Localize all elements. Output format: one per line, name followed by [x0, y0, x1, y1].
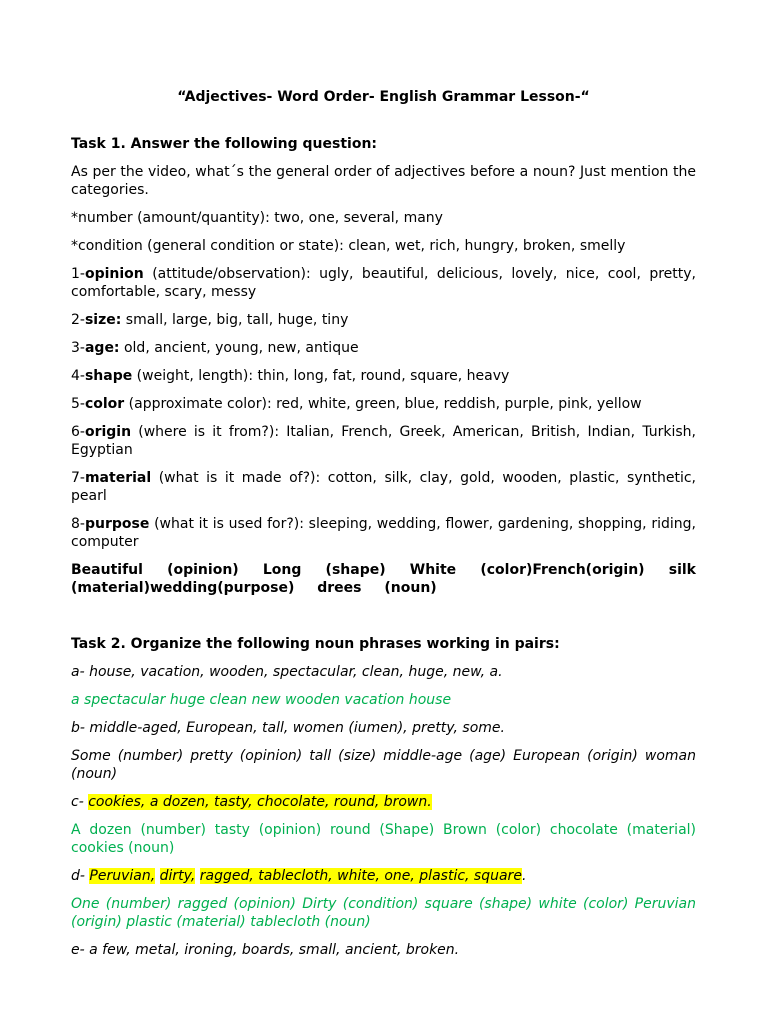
order-item-purpose: 8-purpose (what it is used for?): sleeping, wedding, flower, gardening, shopping, riding, computer — [71, 516, 696, 550]
extra-number: *number (amount/quantity): two, one, several, many — [71, 210, 443, 226]
task2-item-d: d- Peruvian, dirty, ragged, tablecloth, white, one, plastic, square. — [71, 868, 527, 884]
task1-heading: Task 1. Answer the following question: — [71, 136, 378, 152]
task2-answer-b: Some (number) pretty (opinion) tall (size) middle-age (age) European (origin) woman (noun) — [71, 748, 696, 782]
order-item-material: 7-material (what is it made of?): cotton, silk, clay, gold, wooden, plastic, synthetic, pearl — [71, 470, 696, 504]
task2-item-a: a- house, vacation, wooden, spectacular, clean, huge, new, a. — [71, 664, 503, 680]
highlight: cookies, a dozen, tasty, chocolate, round, brown. — [88, 794, 432, 810]
task2-answer-c: A dozen (number) tasty (opinion) round (Shape) Brown (color) chocolate (material) cookies (noun) — [71, 822, 696, 856]
extra-condition: *condition (general condition or state): clean, wet, rich, hungry, broken, smelly — [71, 238, 626, 254]
task2-item-b: b- middle-aged, European, tall, women (iumen), pretty, some. — [71, 720, 505, 736]
order-item-color: 5-color (approximate color): red, white, green, blue, reddish, purple, pink, yellow — [71, 396, 642, 412]
highlight: Peruvian, — [89, 868, 156, 884]
document-page — [71, 88, 696, 959]
order-item-origin: 6-origin (where is it from?): Italian, French, Greek, American, British, Indian, Turkish, Egyptian — [71, 424, 696, 458]
document-title: “Adjectives- Word Order- English Grammar Lesson-“ — [177, 89, 590, 105]
order-item-age: 3-age: old, ancient, young, new, antique — [71, 340, 359, 356]
task2-answer-d: One (number) ragged (opinion) Dirty (condition) square (shape) white (color) Peruvian (origin) plastic (material) tablecloth (noun) — [71, 896, 696, 930]
task2-item-e: e- a few, metal, ironing, boards, small, ancient, broken. — [71, 942, 460, 958]
order-item-shape: 4-shape (weight, length): thin, long, fat, round, square, heavy — [71, 368, 510, 384]
order-item-opinion: 1-opinion (attitude/observation): ugly, beautiful, delicious, lovely, nice, cool, pretty, comfortable, scary, messy — [71, 266, 696, 300]
order-item-size: 2-size: small, large, big, tall, huge, tiny — [71, 312, 349, 328]
task1-example: Beautiful (opinion) Long (shape) White (color)French(origin) silk (material)wedding(purpose) drees (noun) — [71, 562, 696, 596]
task2-item-c: c- cookies, a dozen, tasty, chocolate, round, brown. — [71, 794, 432, 810]
task1-question: As per the video, what´s the general order of adjectives before a noun? Just mention the categories. — [71, 164, 696, 198]
highlight: dirty, — [159, 868, 196, 884]
task2-heading: Task 2. Organize the following noun phrases working in pairs: — [71, 636, 560, 652]
task2-answer-a: a spectacular huge clean new wooden vacation house — [71, 692, 452, 708]
highlight: ragged, tablecloth, white, one, plastic, square — [199, 868, 522, 884]
